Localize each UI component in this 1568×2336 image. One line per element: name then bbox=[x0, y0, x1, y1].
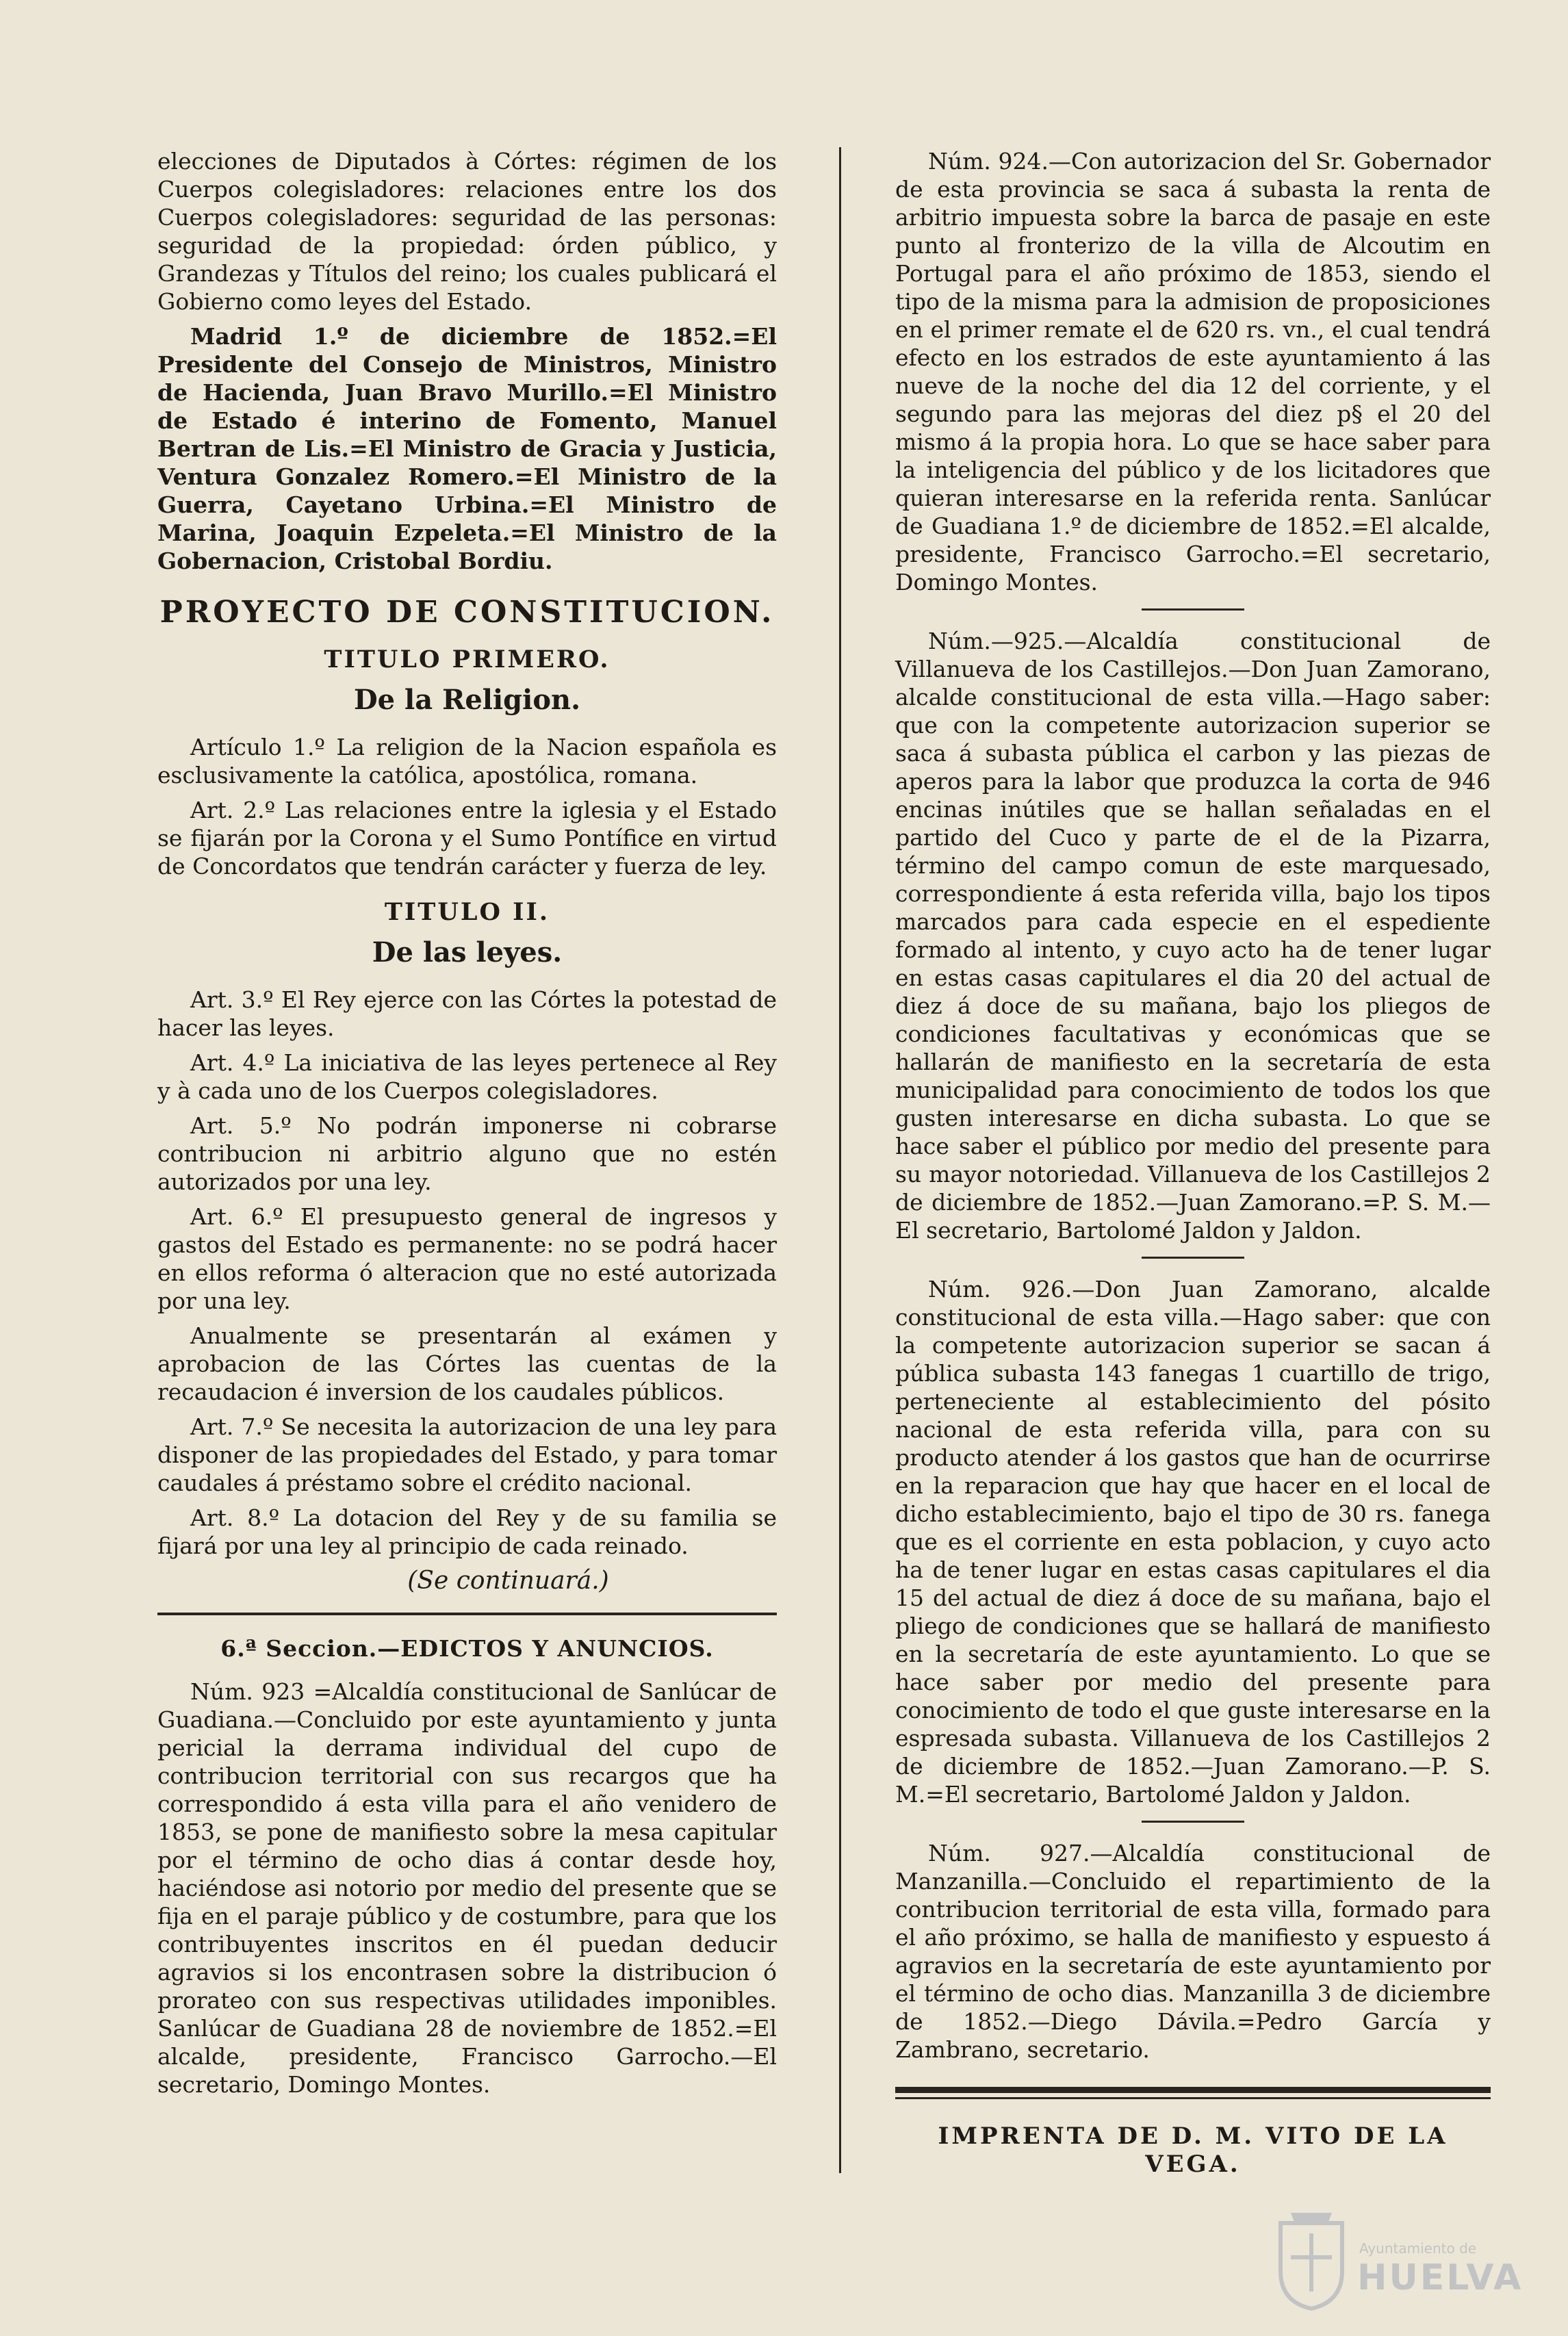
article-3: Art. 3.º El Rey ejerce con las Córtes la potestad de hacer las leyes. bbox=[157, 986, 777, 1041]
notice-926: Núm. 926.—Don Juan Zamorano, alcalde constitucional de esta villa.—Hago saber: que con la competente autorizacion superior se sacan á pública subasta 143 fanegas 1 cuartillo de trigo, perteneciente al establecimiento del pósito nacional de esta referida villa, para con su producto atender á los gastos que han de ocurrirse en la reparacion que hay que hacer en el local de dicho establecimiento, bajo el tipo de 30 rs. fanega que es el corriente en esta poblacion, y cuyo acto ha de tener lugar en estas casas capitulares el dia 15 del actual de diez á doce de su mañana, bajo el pliego de condiciones que se hallará de manifiesto en la secretaría de este ayuntamiento. Lo que se hace saber por medio del presente para conocimiento de todo el que guste interesarse en la espresada subasta. Villanueva de los Castillejos 2 de diciembre de 1852.—Juan Zamorano.—P. S. M.=El secretario, Bartolomé Jaldon y Jaldon. bbox=[895, 1276, 1491, 1808]
continued-note: (Se continuará.) bbox=[407, 1567, 609, 1595]
notice-923: Núm. 923 =Alcaldía constitucional de Sanlúcar de Guadiana.—Concluido por este ayuntamiento y junta pericial la derrama individual del cupo de contribucion territorial con sus recargos que ha correspondido á esta villa para el año venidero de 1853, se pone de manifiesto sobre la mesa capitular por el término de ocho dias á contar desde hoy, haciéndose asi notorio por medio del presente que se fija en el paraje público y de costumbre, para que los contribuyentes inscritos en él puedan deducir agravios si los encontrasen sobre la distribucion ó prorateo con sus respectivas utilidades imponibles. Sanlúcar de Guadiana 28 de noviembre de 1852.=El alcalde, presidente, Francisco Garrocho.—El secretario, Domingo Montes. bbox=[157, 1678, 777, 2098]
article-2: Art. 2.º Las relaciones entre la iglesia y el Estado se fijarán por la Corona y el Sumo Pontífice en virtud de Concordatos que tendrán carácter y fuerza de ley. bbox=[157, 797, 777, 880]
article-8: Art. 8.º La dotacion del Rey y de su familia se fijará por una ley al principio de cada reinado. bbox=[157, 1504, 777, 1559]
watermark-big-text: HUELVA bbox=[1357, 2257, 1524, 2298]
religion-heading: De la Religion. bbox=[353, 684, 581, 716]
footer-thin-rule bbox=[895, 2097, 1491, 2099]
leyes-heading: De las leyes. bbox=[372, 936, 563, 968]
annual-accounts-paragraph: Anualmente se presentarán al exámen y aprobacion de las Córtes las cuentas de la recaudacion é inversion de los caudales públicos. bbox=[157, 1322, 777, 1405]
coat-of-arms-icon bbox=[1274, 2209, 1349, 2312]
notice-separator bbox=[1142, 1257, 1244, 1259]
watermark-small-text: Ayuntamiento de bbox=[1359, 2240, 1477, 2257]
titulo-primero-heading: TITULO PRIMERO. bbox=[324, 645, 611, 673]
notice-927: Núm. 927.—Alcaldía constitucional de Manzanilla.—Concluido el repartimiento de la contribucion territorial de esta villa, formado para el año próximo, se halla de manifiesto y espuesto á agravios en la secretaría de este ayuntamiento por el término de ocho dias. Manzanilla 3 de diciembre de 1852.—Diego Dávila.=Pedro García y Zambrano, secretario. bbox=[895, 1840, 1491, 2063]
article-1: Artículo 1.º La religion de la Nacion española es esclusivamente la católica, apostólica, romana. bbox=[157, 734, 777, 788]
article-5: Art. 5.º No podrán imponerse ni cobrarse contribucion ni arbitrio alguno que no estén autorizados por una ley. bbox=[157, 1112, 777, 1195]
article-6: Art. 6.º El presupuesto general de ingresos y gastos del Estado es permanente: no se podrá hacer en ellos reforma ó alteracion que no esté autorizada por una ley. bbox=[157, 1203, 777, 1314]
right-column bbox=[895, 147, 1491, 2179]
footer-thick-rule bbox=[895, 2087, 1491, 2093]
intro-paragraph: elecciones de Diputados à Córtes: régimen de los Cuerpos colegisladores: relaciones entre los dos Cuerpos colegisladores: seguridad de las personas: seguridad de la propiedad: órden público, y Grandezas y Títulos del reino; los cuales publicará el Gobierno como leyes del Estado. bbox=[157, 148, 777, 315]
section-rule bbox=[157, 1613, 777, 1615]
huelva-watermark bbox=[1274, 2209, 1524, 2312]
notice-separator bbox=[1142, 608, 1244, 611]
constitution-title: PROYECTO DE CONSTITUCION. bbox=[159, 595, 775, 630]
notice-924: Núm. 924.—Con autorizacion del Sr. Gobernador de esta provincia se saca á subasta la renta de arbitrio impuesta sobre la barca de pasaje en este punto al fronterizo de la villa de Alcoutim en Portugal para el año próximo de 1853, siendo el tipo de la misma para la admision de proposiciones en el primer remate el de 620 rs. vn., el cual tendrá efecto en los estrados de este ayuntamiento á las nueve de la noche del dia 12 del corriente, y el segundo para las mejoras del diez p§ el 20 del mismo á la propia hora. Lo que se hace saber para la inteligencia del público y de los licitadores que quieran interesarse en la referida renta. Sanlúcar de Guadiana 1.º de diciembre de 1852.=El alcalde, presidente, Francisco Garrocho.=El secretario, Domingo Montes. bbox=[895, 148, 1491, 595]
left-column bbox=[157, 147, 777, 2105]
article-4: Art. 4.º La iniciativa de las leyes pertenece al Rey y à cada uno de los Cuerpos colegisladores. bbox=[157, 1049, 777, 1104]
edicts-section-heading: 6.ª Seccion.—EDICTOS Y ANUNCIOS. bbox=[220, 1635, 714, 1662]
ministers-signatures: Madrid 1.º de diciembre de 1852.=El Presidente del Consejo de Ministros, Ministro de Hacienda, Juan Bravo Murillo.=El Ministro de Estado é interino de Fomento, Manuel Bertran de Lis.=El Ministro de Gracia y Justicia, Ventura Gonzalez Romero.=El Ministro de la Guerra, Cayetano Urbina.=El Ministro de Marina, Joaquin Ezpeleta.=El Ministro de la Gobernacion, Cristobal Bordiu. bbox=[157, 323, 777, 574]
article-7: Art. 7.º Se necesita la autorizacion de una ley para disponer de las propiedades del Estado, y para tomar caudales á préstamo sobre el crédito nacional. bbox=[157, 1413, 777, 1496]
printer-imprint: IMPRENTA DE D. M. VITO DE LA VEGA. bbox=[938, 2122, 1448, 2178]
notice-separator bbox=[1142, 1821, 1244, 1823]
column-divider bbox=[839, 147, 841, 2173]
notice-925: Núm.—925.—Alcaldía constitucional de Villanueva de los Castillejos.—Don Juan Zamorano, alcalde constitucional de esta villa.—Hago saber: que con la competente autorizacion superior se saca á subasta pública el carbon y las piezas de aperos para la labor que produzca la corta de 946 encinas inútiles que se hallan señaladas en el partido del Cuco y parte de el de la Pizarra, término del campo comun de este marquesado, correspondiente á esta referida villa, bajo los tipos marcados para cada especie en el espediente formado al intento, y cuyo acto ha de tener lugar en estas casas capitulares el dia 20 del actual de diez á doce de su mañana, bajo los pliegos de condiciones facultativas y económicas que se hallarán de manifiesto en la secretaría de esta municipalidad para conocimiento de todos los que gusten interesarse en dicha subasta. Lo que se hace saber el público por medio del presente para su mayor notoriedad. Villanueva de los Castillejos 2 de diciembre de 1852.—Juan Zamorano.=P. S. M.—El secretario, Bartolomé Jaldon y Jaldon. bbox=[895, 628, 1491, 1244]
titulo-ii-heading: TITULO II. bbox=[384, 898, 550, 926]
